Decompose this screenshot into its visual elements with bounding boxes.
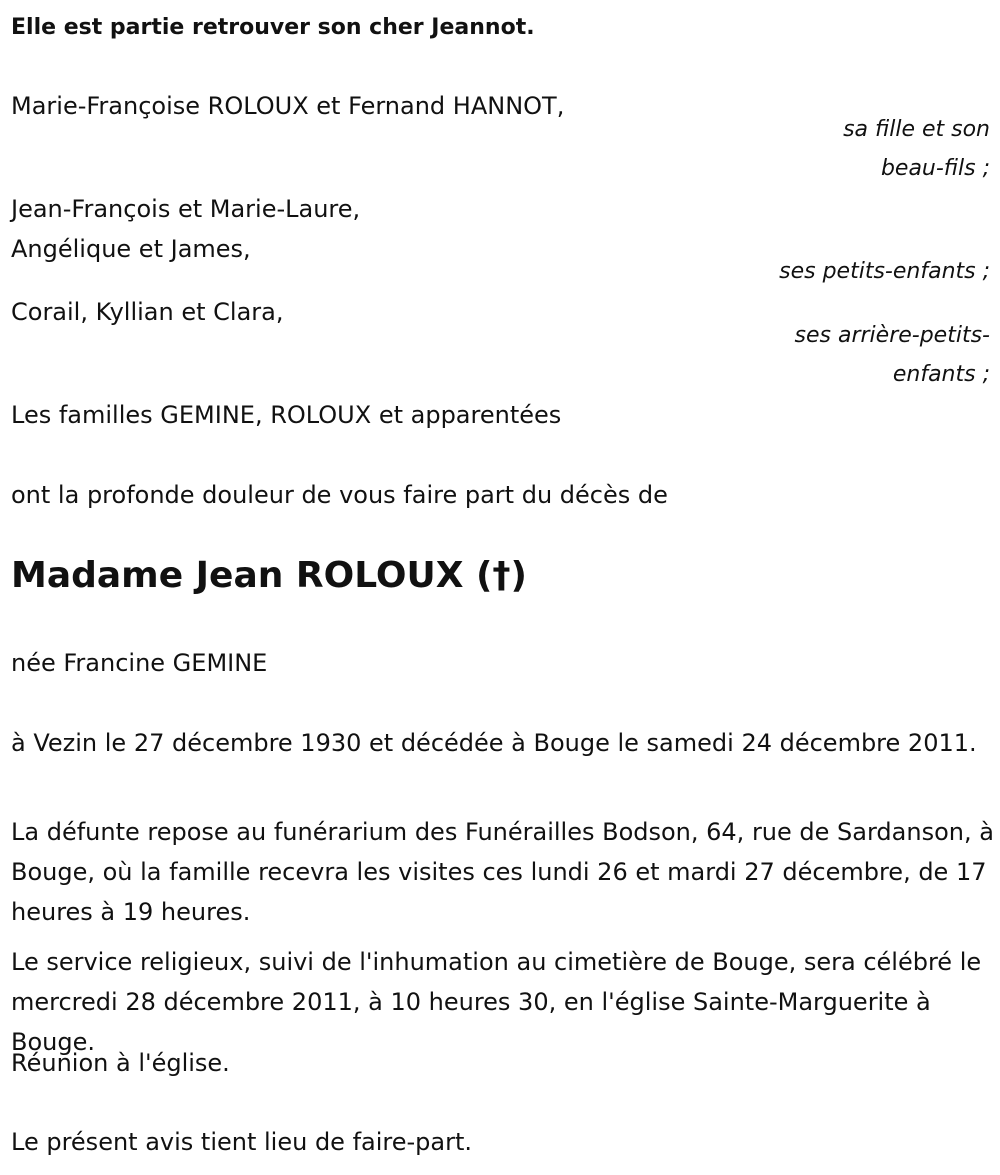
- greatgrandchildren-names: Corail, Kyllian et Clara,: [11, 298, 284, 326]
- grandchildren-line2: Angélique et James,: [11, 235, 251, 263]
- deceased-name: Madame Jean ROLOUX (†): [11, 555, 527, 596]
- gathering-paragraph: Réunion à l'église.: [11, 1049, 230, 1077]
- daughter-role-line1: sa fille et son: [843, 117, 990, 142]
- headline: Elle est partie retrouver son cher Jeannot.: [11, 15, 535, 40]
- families-line: Les familles GEMINE, ROLOUX et apparentées: [11, 401, 562, 429]
- visitation-paragraph: La défunte repose au funérarium des Funérailles Bodson, 64, rue de Sardanson, à Bouge, où la famille recevra les visites ces lundi 26 et mardi 27 décembre, de 17 heures à 19 heures.: [11, 818, 994, 926]
- birth-death-paragraph: à Vezin le 27 décembre 1930 et décédée à Bouge le samedi 24 décembre 2011.: [11, 729, 977, 757]
- service-paragraph: Le service religieux, suivi de l'inhumation au cimetière de Bouge, sera célébré le mercredi 28 décembre 2011, à 10 heures 30, en l'église Sainte-Marguerite à Bouge.: [11, 948, 982, 1056]
- announcement: ont la profonde douleur de vous faire part du décès de: [11, 481, 668, 509]
- daughter-role-line2: beau-fils ;: [880, 156, 990, 181]
- grandchildren-role: ses petits-enfants ;: [779, 259, 990, 284]
- greatgrandchildren-role-line1: ses arrière-petits-: [794, 323, 990, 348]
- notice-paragraph: Le présent avis tient lieu de faire-part.: [11, 1128, 473, 1156]
- greatgrandchildren-role-line2: enfants ;: [892, 362, 990, 387]
- maiden-name: née Francine GEMINE: [11, 649, 268, 677]
- grandchildren-line1: Jean-François et Marie-Laure,: [11, 195, 361, 223]
- daughter-names: Marie-Françoise ROLOUX et Fernand HANNOT,: [11, 92, 565, 120]
